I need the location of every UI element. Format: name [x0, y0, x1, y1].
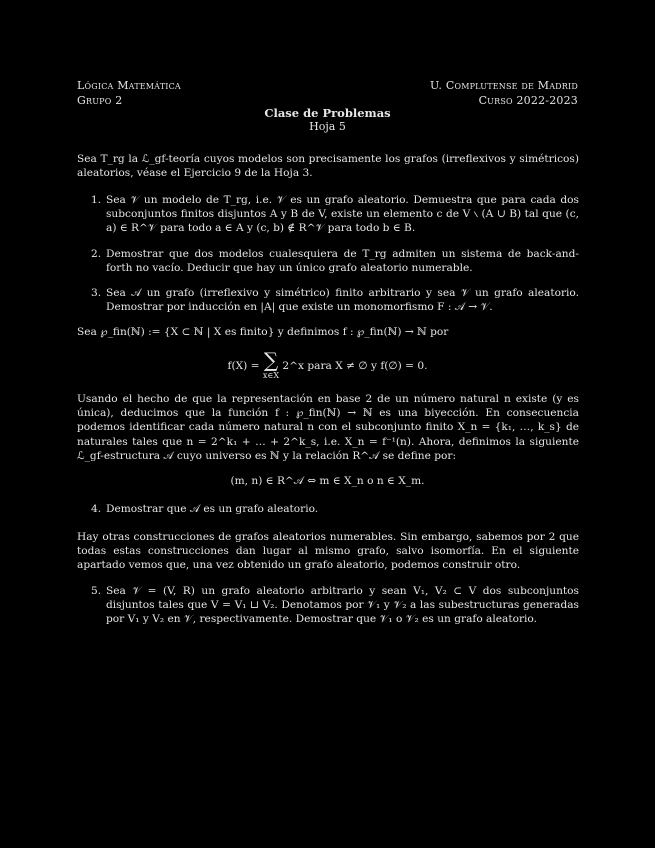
problem-number: 3.	[91, 287, 102, 299]
equation-term: 2^x	[282, 360, 304, 372]
university-name: U. Complutense de Madrid	[429, 79, 578, 92]
group-name: Grupo 2	[77, 94, 123, 107]
title-main: Clase de Problemas	[264, 106, 391, 120]
problem-number: 5.	[91, 585, 102, 597]
definition-paragraph: Sea ℘_fin(ℕ) := {X ⊂ ℕ | X es finito} y definimos f : ℘_fin(ℕ) → ℕ por	[77, 326, 449, 338]
problem-number: 4.	[91, 503, 102, 515]
equation-rest: para X ≠ ∅ y f(∅) = 0.	[307, 360, 428, 372]
intro-paragraph: Sea T_rg la ℒ_gf-teoría cuyos modelos son precisamente los grafos (irreflexivos y simétricos) aleatorios, véase el Ejercicio 9 de la Hoja 3.	[77, 153, 579, 180]
header-right	[430, 78, 578, 108]
equation-f	[0, 350, 655, 382]
course-name: Lógica Matemática	[77, 79, 181, 92]
sum-operator	[263, 350, 279, 382]
problem-2	[77, 247, 579, 275]
problem-number: 2.	[91, 248, 102, 260]
sum-subscript: x∈X	[262, 371, 280, 380]
page-title	[0, 106, 655, 134]
problem-text: Sea 𝒜 un grafo (irreflexivo y simétrico) finito arbitrario y sea 𝒱 un grafo aleatorio. Demostrar por inducción en |A| que existe un monomorfismo F : 𝒜 → 𝒱.	[106, 287, 579, 314]
problem-text: Demostrar que dos modelos cualesquiera de T_rg admiten un sistema de back-and-forth no vacío. Deducir que hay un único grafo aleatorio numerable.	[106, 248, 579, 275]
equation-relation: (m, n) ∈ R^𝒜 ⇔ m ∈ X_n o n ∈ X_m.	[230, 475, 425, 487]
academic-year: Curso 2022-2023	[478, 94, 578, 107]
problem-5	[77, 584, 579, 627]
sum-symbol: ∑	[263, 348, 279, 372]
problem-3	[77, 286, 579, 314]
problem-1	[77, 193, 579, 236]
title-sub: Hoja 5	[309, 120, 346, 134]
problem-number: 1.	[91, 194, 102, 206]
binary-paragraph: Usando el hecho de que la representación en base 2 de un número natural n existe (y es única), deducimos que la función f : ℘_fin(ℕ) → ℕ es una biyección. En consecuencia podemos identificar cada número natural n con el subconjunto finito X_n = {k₁, …, k_s} de naturales tales que n = 2^k₁ + … + 2^k_s, i.e. X_n = f⁻¹(n). Ahora, definimos la siguiente ℒ_gf-estructura 𝒜 cuyo universo es ℕ y la relación R^𝒜 se define por:	[77, 393, 579, 462]
equation-lhs: f(X) =	[227, 360, 260, 372]
problem-text: Demostrar que 𝒜 es un grafo aleatorio.	[106, 503, 319, 515]
header-left	[77, 78, 181, 108]
other-constructions-paragraph: Hay otras construcciones de grafos aleatorios numerables. Sin embargo, sabemos por 2 que todas estas construcciones dan lugar al mismo grafo, salvo isomorfía. En el siguiente apartado vemos que, una vez obtenido un grafo aleatorio, podemos construir otro.	[77, 531, 579, 572]
problem-text: Sea 𝒱 = (V, R) un grafo aleatorio arbitrario y sean V₁, V₂ ⊂ V dos subconjuntos disjuntos tales que V = V₁ ⊔ V₂. Denotamos por 𝒱₁ y 𝒱₂ a las subestructuras generadas por V₁ y V₂ en 𝒱, respectivamente. Demostrar que 𝒱₁ o 𝒱₂ es un grafo aleatorio.	[106, 585, 579, 626]
problem-text: Sea 𝒱 un modelo de T_rg, i.e. 𝒱 es un grafo aleatorio. Demuestra que para cada dos subconjuntos finitos disjuntos A y B de V, existe un elemento c de V ∖ (A ∪ B) tal que (c, a) ∈ R^𝒱 para todo a ∈ A y (c, b) ∉ R^𝒱 para todo b ∈ B.	[106, 194, 579, 235]
problem-4	[77, 502, 579, 516]
